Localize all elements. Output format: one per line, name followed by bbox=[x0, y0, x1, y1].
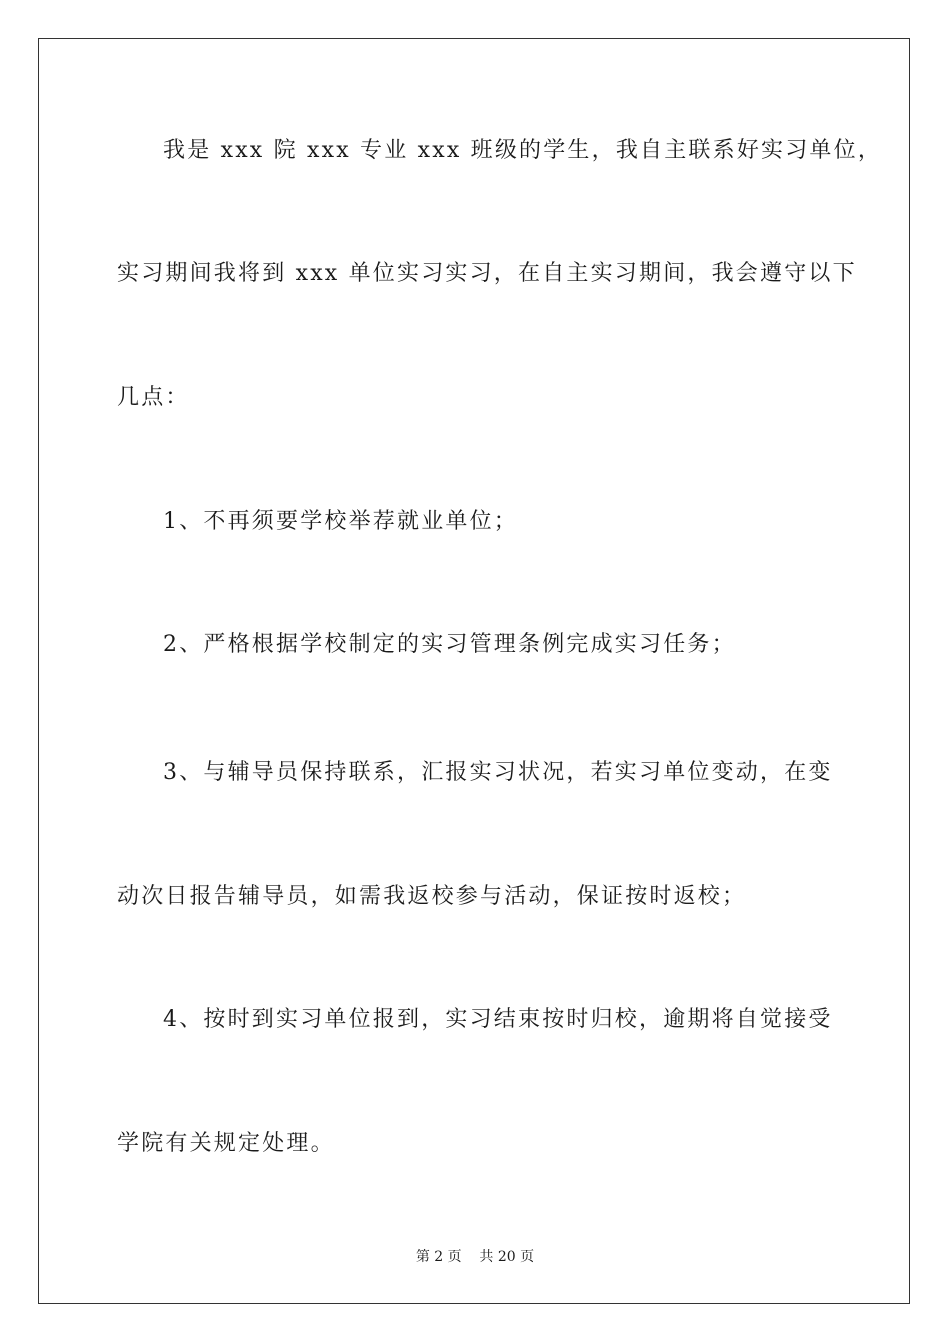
list-item-4-line-1: 4、按时到实习单位报到，实习结束按时归校，逾期将自觉接受 bbox=[163, 1007, 833, 1032]
list-item-2: 2、严格根据学校制定的实习管理条例完成实习任务； bbox=[163, 632, 736, 657]
list-item-3-line-1: 3、与辅导员保持联系，汇报实习状况，若实习单位变动，在变 bbox=[163, 760, 833, 785]
list-item-3-line-2: 动次日报告辅导员，如需我返校参与活动，保证按时返校； bbox=[117, 884, 747, 909]
paragraph-1-line-3: 几点： bbox=[117, 385, 190, 410]
page-number-footer: 第 2 页 共 20 页 bbox=[415, 1249, 535, 1265]
list-item-1: 1、不再须要学校举荐就业单位； bbox=[163, 509, 518, 534]
paragraph-1-line-2: 实习期间我将到 xxx 单位实习实习，在自主实习期间，我会遵守以下 bbox=[117, 261, 857, 286]
list-item-4-line-2: 学院有关规定处理。 bbox=[117, 1131, 335, 1156]
paragraph-1-line-1: 我是 xxx 院 xxx 专业 xxx 班级的学生，我自主联系好实习单位， bbox=[163, 138, 883, 163]
page-border bbox=[38, 38, 910, 1304]
